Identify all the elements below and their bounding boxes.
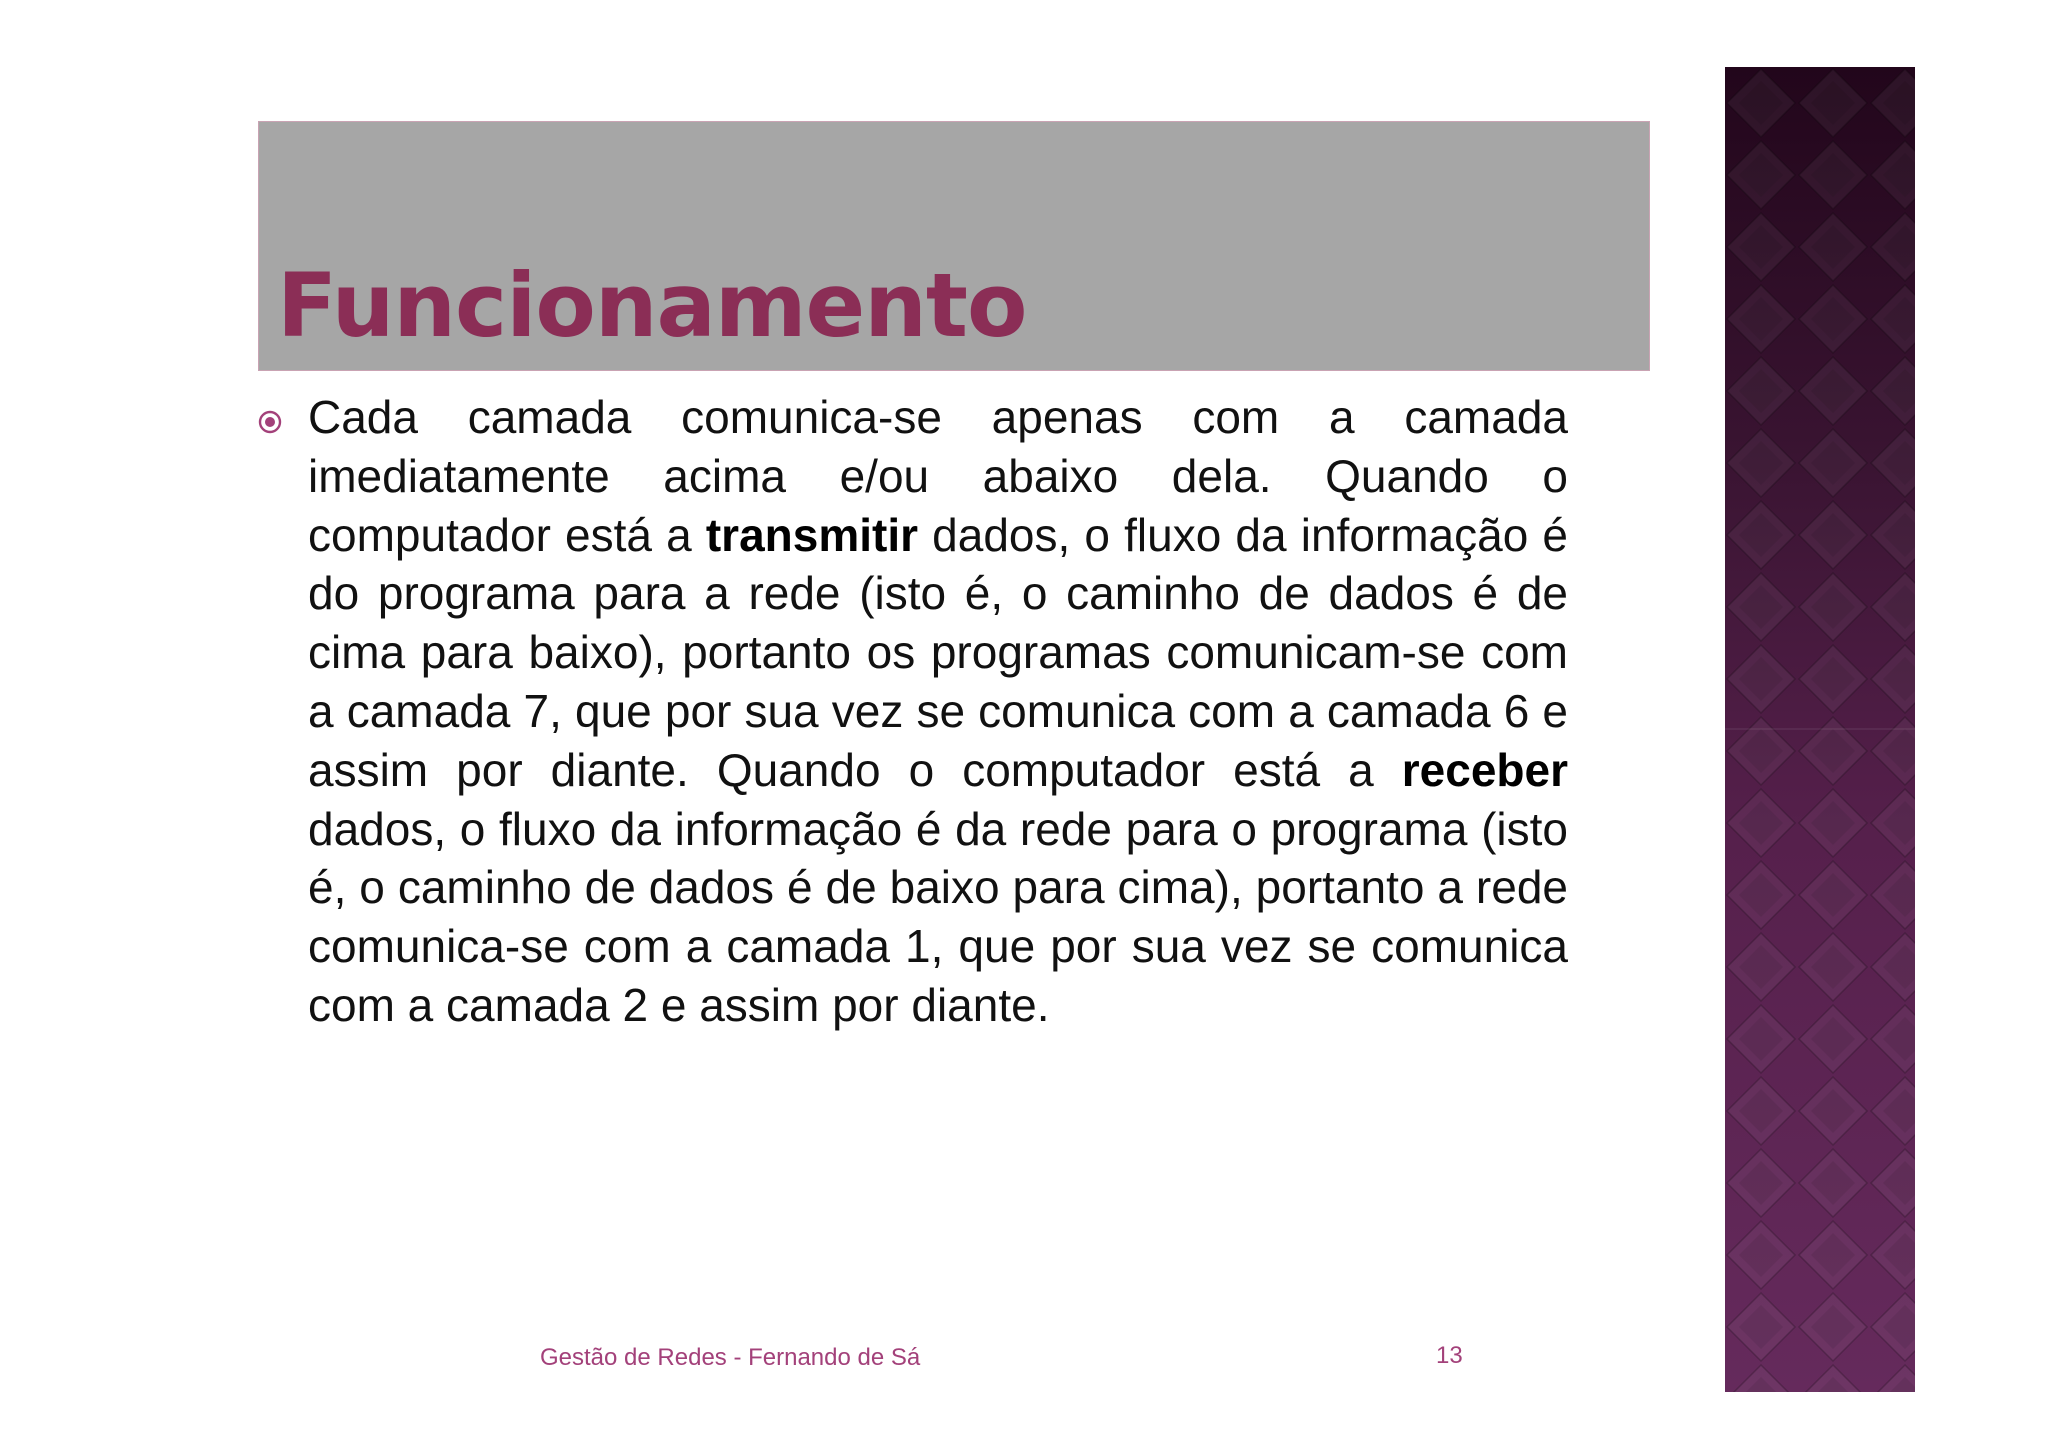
paragraph-text: dados, o fluxo da informação é do programa para a rede (isto é, o caminho de dados é de cima para baixo), portanto os programas comunicam-se com a camada 7, que por sua vez se comunica com a camada 6 e assim por diante. Quando o computador está a (308, 508, 1568, 796)
page-number: 13 (1436, 1342, 1463, 1369)
paragraph-text: dados, o fluxo da informação é da rede para o programa (isto é, o caminho de dados é de baixo para cima), portanto a rede comunica-se com a camada 1, que por sua vez se comunica com a camada 2 e assim por diante. (308, 802, 1568, 1031)
bullet-paragraph (308, 388, 1568, 1035)
diamond-pattern-icon (1725, 67, 1915, 1392)
bold-term-transmitir: transmitir (705, 508, 919, 561)
slide-content (258, 388, 1618, 1035)
footer-text: Gestão de Redes - Fernando de Sá (540, 1344, 921, 1371)
slide-title: Funcionamento (277, 254, 1027, 357)
decorative-side-panel (1725, 67, 1915, 1392)
circled-dot-bullet-icon (258, 410, 282, 434)
bold-term-receber: receber (1401, 743, 1568, 796)
title-bar (258, 121, 1650, 371)
paragraph-text: Cada camada comunica-se apenas com a camada imediatamente acima e/ou abaixo dela. Quando o computador está a (308, 391, 1568, 561)
